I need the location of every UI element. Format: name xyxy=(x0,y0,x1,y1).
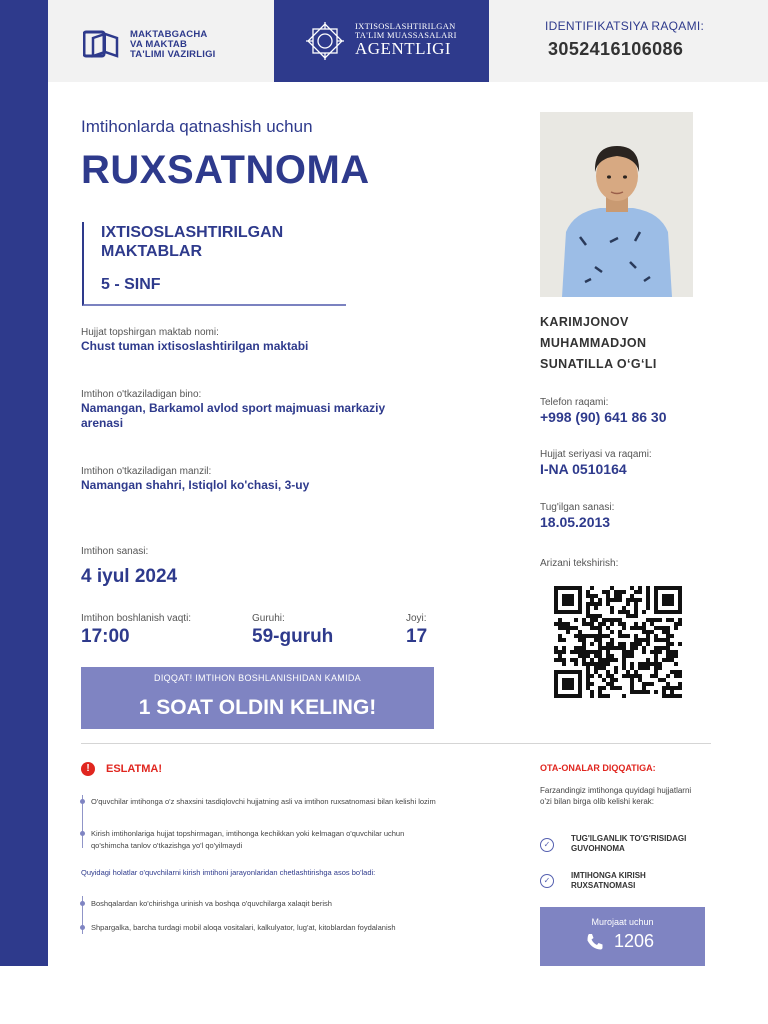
parents-title: OTA-ONALAR DIQQATIGA: xyxy=(540,763,656,773)
candidate-surname: KARIMJONOV xyxy=(540,315,629,329)
checkmark-icon: ✓ xyxy=(540,838,554,852)
phone-icon xyxy=(585,933,605,956)
document-value: I-NA 0510164 xyxy=(540,461,627,477)
address-label: Imtihon o'tkaziladigan manzil: xyxy=(81,466,212,477)
exam-time-label: Imtihon boshlanish vaqti: xyxy=(81,613,192,624)
agency-line-3: AGENTLIGI xyxy=(355,39,452,58)
candidate-first-name: MUHAMMADJON xyxy=(540,336,647,350)
parents-intro: Farzandingiz imtihonga quyidagi hujjatlarni o'zi bilan birga olib kelishi kerak: xyxy=(540,786,692,806)
exclusion-rules-intro: Quyidagi holatlar o'quvchilarni kirish imtihoni jarayonlaridan chetlashtirishga asos bo'ladi: xyxy=(81,868,376,877)
rule-item-2: Shpargalka, barcha turdagi mobil aloqa vositalari, kalkulyator, lug'at, kitoblardan foydalanish xyxy=(91,923,396,932)
building-label: Imtihon o'tkaziladigan bino: xyxy=(81,389,202,400)
seat-value: 17 xyxy=(406,626,428,647)
agency-emblem-icon xyxy=(302,18,348,69)
candidate-patronymic: SUNATILLA O‘G‘LI xyxy=(540,357,657,371)
contact-label: Murojaat uchun xyxy=(591,917,654,927)
note-item-1: O'quvchilar imtihonga o'z shaxsini tasdiqlovchi hujjatning asli va imtihon ruxsatnomasi bilan kelishi lozim xyxy=(91,797,436,806)
verification-qr-code[interactable] xyxy=(554,586,682,705)
page-bottom-margin xyxy=(0,966,768,1024)
ministry-line-1: MAKTABGACHA xyxy=(130,29,208,40)
ministry-line-3: TA'LIMI VAZIRLIGI xyxy=(130,49,216,60)
building-value: Namangan, Barkamol avlod sport majmuasi markaziy arenasi xyxy=(81,401,386,430)
timeline-dot xyxy=(80,925,85,930)
group-value: 59-guruh xyxy=(252,626,334,647)
seat-label: Joyi: xyxy=(406,613,427,624)
group-label: Guruhi: xyxy=(252,613,285,624)
rule-item-1: Boshqalardan ko'chirishga urinish va boshqa o'quvchilarga xalaqit berish xyxy=(91,899,332,908)
required-doc-1: TUG'ILGANLIK TO'G'RISIDAGI GUVOHNOMA xyxy=(571,834,687,853)
school-value: Chust tuman ixtisoslashtirilgan maktabi xyxy=(81,339,309,353)
phone-label: Telefon raqami: xyxy=(540,397,609,408)
exam-date-value: 4 iyul 2024 xyxy=(81,566,178,587)
candidate-photo xyxy=(540,112,693,297)
school-label: Hujjat topshirgan maktab nomi: xyxy=(81,327,219,338)
timeline-dot xyxy=(80,901,85,906)
arrival-notice-banner xyxy=(81,667,434,729)
ministry-logo-icon xyxy=(83,28,123,65)
timeline-dot xyxy=(80,799,85,804)
warning-icon: ! xyxy=(81,762,95,776)
notes-title: ESLATMA! xyxy=(106,763,163,775)
exam-date-label: Imtihon sanasi: xyxy=(81,546,149,557)
ministry-name xyxy=(130,30,216,60)
notice-big-text: 1 SOAT OLDIN KELING! xyxy=(138,696,377,719)
notice-small-text: DIQQAT! IMTIHON BOSHLANISHIDAN KAMIDA xyxy=(154,673,361,683)
checkmark-icon: ✓ xyxy=(540,874,554,888)
contact-box xyxy=(540,907,705,966)
id-label: IDENTIFIKATSIYA RAQAMI: xyxy=(545,19,705,33)
exam-time-value: 17:00 xyxy=(81,626,130,647)
birth-date-value: 18.05.2013 xyxy=(540,514,611,530)
document-label: Hujjat seriyasi va raqami: xyxy=(540,449,652,460)
required-doc-2: IMTIHONGA KIRISH RUXSATNOMASI xyxy=(571,871,646,890)
section-divider xyxy=(81,743,711,744)
left-sidebar-stripe xyxy=(0,0,48,966)
agency-line-2: TA'LIM MUASSASALARI xyxy=(355,30,457,40)
ministry-line-2: VA MAKTAB xyxy=(130,39,188,50)
birth-date-label: Tug'ilgan sanasi: xyxy=(540,502,615,513)
id-value: 3052416106086 xyxy=(548,39,684,59)
note-item-2: Kirish imtihonlariga hujjat topshirmagan, imtihonga kechikkan yoki kelmagan o'quvchilar uchun qo'shimcha tanlov o'tkazishga yo'l qo'yilmaydi xyxy=(91,829,405,850)
phone-value: +998 (90) 641 86 30 xyxy=(540,409,667,425)
agency-name xyxy=(355,22,457,58)
timeline-dot xyxy=(80,831,85,836)
address-value: Namangan shahri, Istiqlol ko'chasi, 3-uy xyxy=(81,478,310,492)
grade: 5 - SINF xyxy=(101,276,161,293)
contact-number[interactable]: 1206 xyxy=(614,931,655,951)
school-type: IXTISOSLASHTIRILGAN MAKTABLAR xyxy=(101,224,284,260)
agency-line-1: IXTISOSLASHTIRILGAN xyxy=(355,21,456,31)
pass-title: RUXSATNOMA xyxy=(81,148,370,192)
candidate-name xyxy=(540,312,657,375)
pass-pretitle: Imtihonlarda qatnashish uchun xyxy=(81,117,313,136)
verify-label: Arizani tekshirish: xyxy=(540,558,619,569)
